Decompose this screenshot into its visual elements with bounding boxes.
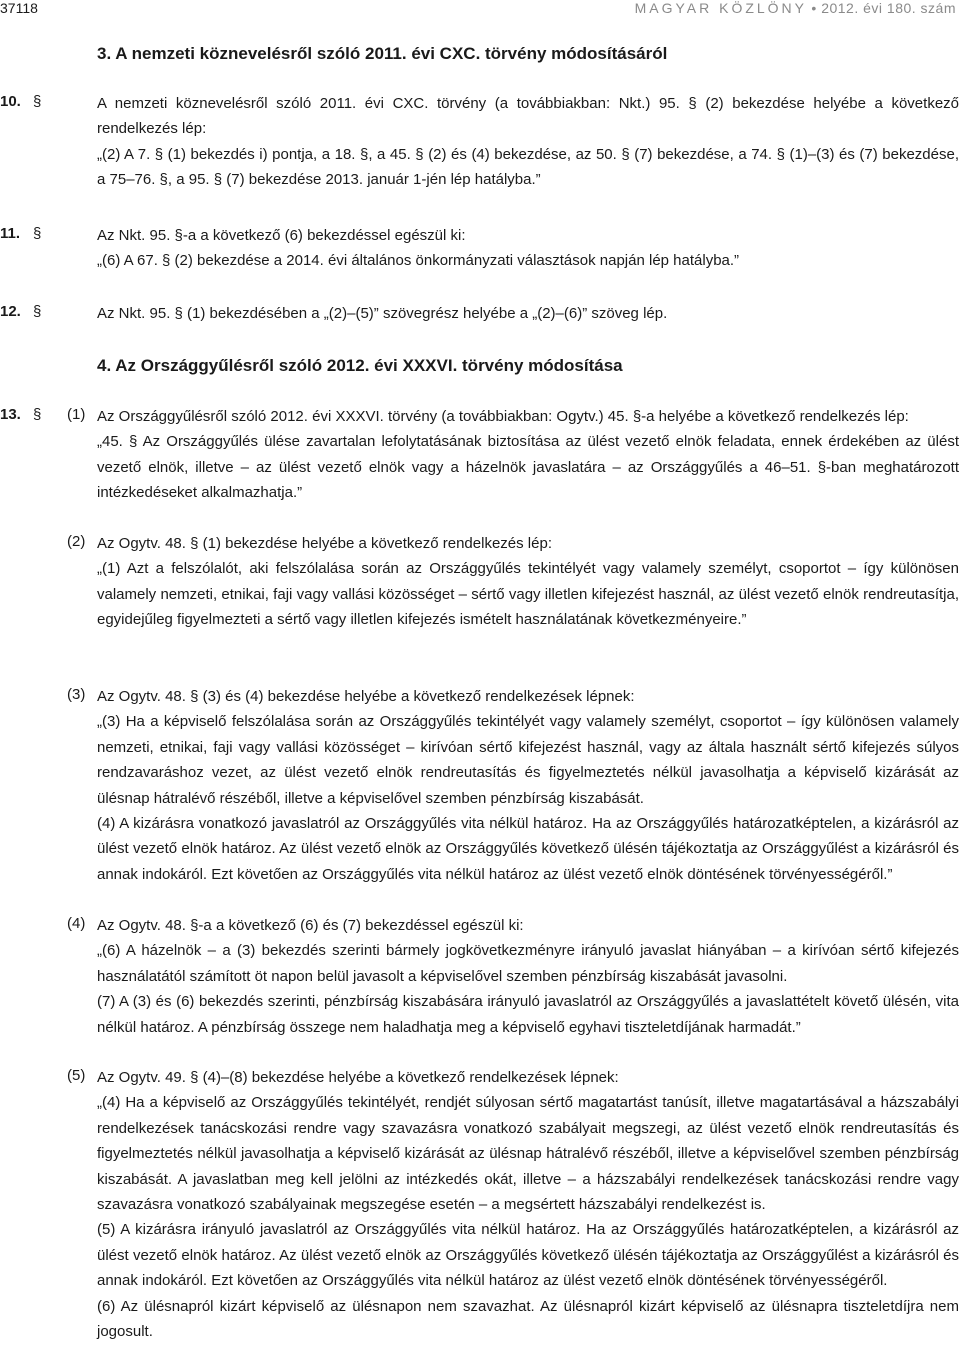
quoted-text: (6) Az ülésnapról kizárt képviselő az ülésnapon nem szavazhat. Az ülésnapról kizárt képviselő az ülésnapra tiszteletdíjra nem jogosult. [97, 1297, 959, 1341]
quoted-text: „(2) A 7. § (1) bekezdés i) pontja, a 18. §, a 45. § (2) és (4) bekezdése, az 50. § (7) bekezdése, a 74. § (1)–(3) és (7) bekezdése, a 75–76. §, a 95. § (7) bekezdése 2013. január 1-jén lép hatályba.” [97, 145, 959, 189]
subsection-text [97, 913, 959, 1040]
section-sign: § [33, 406, 42, 423]
paragraph-number: 13. [0, 406, 21, 423]
subsection-text [97, 531, 959, 633]
quoted-text: (7) A (3) és (6) bekezdés szerinti, pénzbírság kiszabására irányuló javaslatról az Országgyűlés a javaslattételt követő ülésén, vita nélkül határoz. A pénzbírság összege nem haladhatja meg a képviselő egyhavi tiszteletdíjának harmadát.” [97, 993, 959, 1036]
quoted-text: „(4) Ha a képviselő az Országgyűlés tekintélyét, rendjét súlyosan sértő magatartást tanúsít, illetve magatartásával a házszabályi rendelkezések tanácskozási rendre vagy szavazásra vonatkozó szabályait megszegi, az ülést vezető elnök rendreutasítás és figyelmeztetés nélkül javasolhatja a képviselő kizárását az ülésnap hátralévő részéből, illetve a képviselővel szemben pénzbírság kiszabását. A javaslatban meg kell jelölni az intézkedés okát, illetve – a házszabályi rendelkezések tanácskozási rendre vagy szavazásra vonatkozó szabályainak megszegése esetén – a megsértett házszabályi rendelkezést is. [97, 1094, 959, 1214]
subsection-text [97, 404, 959, 506]
paragraph-text [97, 223, 959, 274]
quoted-text: (5) A kizárásra irányuló javaslatról az Országgyűlés vita nélkül határoz. Ha az Országgyűlés határozatképtelen, a kizárásról az ülést vezető elnök határoz. Az ülést vezető elnök az Országgyűlés következő ülésén tájékoztatja az Országgyűlést a kizárásról és annak indokáról. Ezt követően az Országgyűlés vita nélkül határoz az ülést vezető elnök döntésének törvényességéről. [97, 1221, 959, 1290]
subsection-label: (5) [67, 1067, 86, 1084]
quoted-text: „(3) Ha a képviselő felszólalása során az Országgyűlés tekintélyét vagy valamely személyt, csoportot – így különösen valamely nemzeti, etnikai, faji vagy vallási közösséget – kirívóan sértő kifejezést használ, vagy az általa használt sértő kifejezés súlyos rendzavaráshoz vezet, az ülést vezető elnök rendreutasítás és figyelmeztetés nélkül javasolhatja a képviselő kizárását az ülésnap hátralévő részéből, illetve a képviselővel szemben pénzbírság kiszabását. [97, 713, 959, 807]
paragraph-number: 10. [0, 93, 21, 110]
paragraph-number: 11. [0, 225, 21, 242]
section-heading-3: 3. A nemzeti köznevelésről szóló 2011. évi CXC. törvény módosításáról [97, 44, 668, 63]
page-number: 37118 [0, 0, 38, 16]
subsection-label: (1) [67, 406, 86, 423]
text-line: Az Országgyűlésről szóló 2012. évi XXXVI. törvény (a továbbiakban: Ogytv.) 45. §-a helyébe a következő rendelkezés lép: [97, 408, 909, 425]
journal-name: MAGYAR KÖZLÖNY [634, 0, 808, 16]
quoted-text: „(6) A házelnök – a (3) bekezdés szerinti bármely jogkövetkezményre irányuló javaslat hiányában – a kirívóan sértő kifejezés használatától számított öt napon belül javasolt a képviselővel szemben pénzbírság kiszabását javasolni. [97, 942, 959, 985]
quoted-text: „(1) Azt a felszólalót, aki felszólalása során az Országgyűlés tekintélyét vagy valamely személyt, csoportot – így különösen valamely nemzeti, etnikai, faji vagy vallási közösséget – sértő vagy illetlen kifejezést használ, az ülést vezető elnök rendreutasítja, egyidejűleg figyelmezteti a sértő vagy illetlen kifejezés ismételt használatának következményeire.” [97, 560, 959, 629]
journal-title [635, 0, 956, 16]
section-sign: § [33, 93, 42, 110]
section-sign: § [33, 225, 42, 242]
quoted-text: „(6) A 67. § (2) bekezdése a 2014. évi általános önkormányzati választások napján lép hatályba.” [97, 252, 740, 270]
subsection-label: (3) [67, 686, 86, 703]
section-heading-4: 4. Az Országgyűlésről szóló 2012. évi XXXVI. törvény módosítása [97, 356, 623, 375]
text-line: Az Ogytv. 49. § (4)–(8) bekezdése helyébe a következő rendelkezések lépnek: [97, 1069, 619, 1086]
text-line: A nemzeti köznevelésről szóló 2011. évi CXC. törvény (a továbbiakban: Nkt.) 95. § (2) bekezdése helyébe a következő rendelkezés lép: [97, 95, 959, 138]
subsection-text [97, 1065, 959, 1344]
quoted-text: (4) A kizárásra vonatkozó javaslatról az Országgyűlés vita nélkül határoz. Ha az Országgyűlés határozatképtelen, a kizárásról az ülést vezető elnök határoz. Az ülést vezető elnök az Országgyűlés következő ülésén tájékoztatja az Országgyűlést a kizárásról és annak indokáról. Ezt követően az Országgyűlés vita nélkül határoz az ülést vezető elnök döntésének törvényességéről.” [97, 815, 959, 883]
paragraph-number: 12. [0, 303, 21, 320]
quoted-text: „45. § Az Országgyűlés ülése zavartalan lefolytatásának biztosítása az ülést vezető elnök feladata, ennek érdekében az ülést vezető elnök, illetve – az ülést vezető elnök vagy a házelnök javaslatára – az Országgyűlés a 46–51. §-ban meghatározott intézkedéseket alkalmazhatja.” [97, 433, 959, 502]
paragraph-text [97, 91, 959, 193]
subsection-text [97, 684, 959, 887]
subsection-label: (4) [67, 915, 86, 932]
section-sign: § [33, 303, 42, 320]
page-header [0, 0, 960, 22]
subsection-label: (2) [67, 533, 86, 550]
paragraph-text [97, 301, 959, 326]
text-line: Az Nkt. 95. § (1) bekezdésében a „(2)–(5)” szövegrész helyébe a „(2)–(6)” szöveg lép. [97, 305, 668, 322]
text-line: Az Ogytv. 48. § (1) bekezdése helyébe a következő rendelkezés lép: [97, 535, 552, 552]
journal-issue: • 2012. évi 180. szám [811, 0, 956, 16]
text-line: Az Ogytv. 48. §-a a következő (6) és (7) bekezdéssel egészül ki: [97, 917, 524, 934]
text-line: Az Nkt. 95. §-a a következő (6) bekezdéssel egészül ki: [97, 227, 466, 244]
text-line: Az Ogytv. 48. § (3) és (4) bekezdése helyébe a következő rendelkezések lépnek: [97, 688, 635, 705]
